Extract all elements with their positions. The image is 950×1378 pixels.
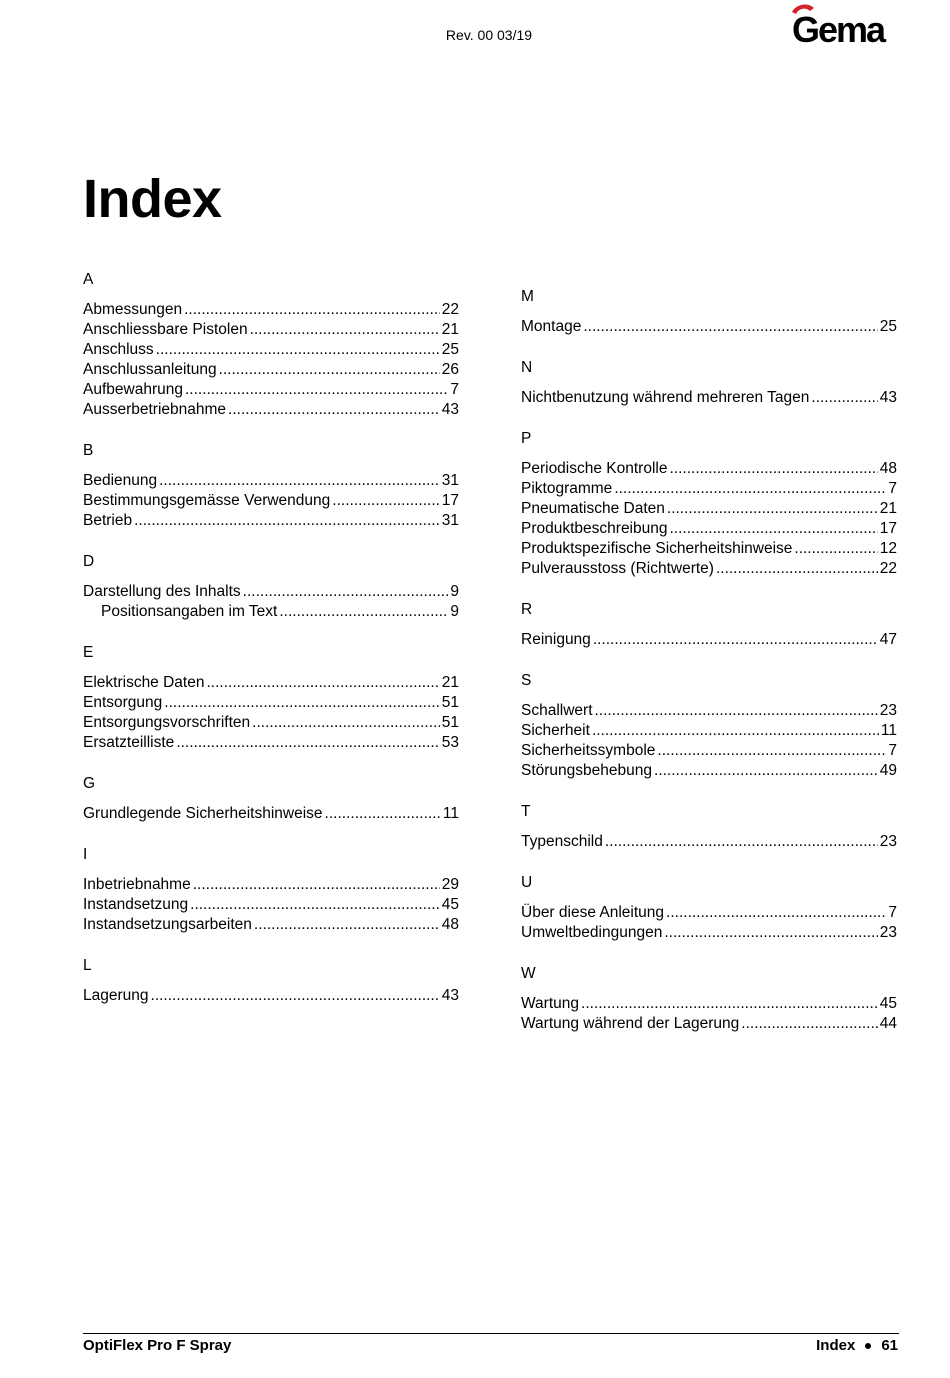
index-entry [521,539,897,559]
index-column-left [83,270,459,1027]
entry-term: Anschliessbare Pistolen [83,321,248,338]
dot-leader [134,511,440,531]
entry-page-number: 17 [879,520,897,537]
entry-list [521,630,897,650]
entry-page-number: 31 [441,512,459,529]
index-section-n [521,358,897,408]
dot-leader [664,923,877,943]
entry-page-number: 23 [879,924,897,941]
dot-leader [159,471,440,491]
index-section-w [521,964,897,1034]
footer-page-info [816,1337,898,1354]
section-letter: D [83,553,95,570]
index-entry [521,761,897,781]
entry-term: Entsorgung [83,694,163,711]
dot-leader [228,400,440,420]
entry-page-number: 45 [879,995,897,1012]
dot-leader [193,875,440,895]
entry-term: Wartung während der Lagerung [521,1015,740,1032]
index-section-u [521,873,897,943]
section-letter: T [521,803,531,820]
entry-page-number: 7 [888,904,897,921]
dot-leader [581,994,878,1014]
index-entry [83,915,459,935]
entry-page-number: 21 [441,321,459,338]
index-section-e [83,643,459,753]
entry-list [83,471,459,531]
entry-page-number: 9 [450,583,459,600]
dot-leader [243,582,449,602]
entry-list [521,701,897,781]
entry-page-number: 22 [441,301,459,318]
entry-term: Anschlussanleitung [83,361,217,378]
entry-page-number: 7 [888,480,897,497]
entry-page-number: 17 [441,492,459,509]
index-entry [521,479,897,499]
dot-leader [583,317,877,337]
index-section-m [521,287,897,337]
index-entry [83,804,459,824]
index-section-s [521,671,897,781]
dot-leader [811,388,877,408]
dot-leader [667,499,878,519]
entry-term: Instandsetzung [83,896,189,913]
index-entry [521,923,897,943]
entry-list [83,673,459,753]
dot-leader [190,895,440,915]
index-entry [521,721,897,741]
entry-term: Ersatzteilliste [83,734,175,751]
entry-term: Instandsetzungsarbeiten [83,916,252,933]
entry-page-number: 22 [879,560,897,577]
index-entry [83,511,459,531]
entry-page-number: 48 [879,460,897,477]
index-entry [83,693,459,713]
bullet-separator [865,1343,871,1349]
entry-page-number: 48 [441,916,459,933]
index-entry [83,875,459,895]
section-letter: B [83,442,94,459]
entry-term: Reinigung [521,631,591,648]
dot-leader [593,630,878,650]
index-entry [83,380,459,400]
index-entry [521,559,897,579]
entry-page-number: 9 [450,603,459,620]
dot-leader [176,733,439,753]
entry-term: Betrieb [83,512,133,529]
entry-term: Bedienung [83,472,158,489]
entry-page-number: 51 [441,714,459,731]
entry-term: Wartung [521,995,580,1012]
entry-page-number: 25 [441,341,459,358]
dot-leader [156,340,440,360]
dot-leader [794,539,877,559]
index-entry [521,1014,897,1034]
entry-term: Piktogramme [521,480,613,497]
dot-leader [279,602,448,622]
dot-leader [666,903,886,923]
index-entry [83,895,459,915]
entry-term: Produktbeschreibung [521,520,668,537]
entry-list [521,317,897,337]
svg-text:Gema: Gema [792,9,885,46]
entry-list [521,459,897,579]
entry-term: Entsorgungsvorschriften [83,714,251,731]
index-section-i [83,845,459,935]
index-section-t [521,802,897,852]
entry-page-number: 25 [879,318,897,335]
entry-page-number: 11 [880,722,897,739]
entry-term: Bestimmungsgemässe Verwendung [83,492,331,509]
entry-term: Schallwert [521,702,593,719]
section-letter: U [521,874,533,891]
section-letter: W [521,965,536,982]
section-letter: E [83,644,94,661]
entry-page-number: 21 [879,500,897,517]
dot-leader [206,673,439,693]
index-section-a [83,270,459,420]
dot-leader [741,1014,877,1034]
dot-leader [184,300,440,320]
index-entry [521,519,897,539]
dot-leader [250,320,440,340]
index-entry [521,388,897,408]
entry-list [521,832,897,852]
dot-leader [669,459,877,479]
entry-list [83,986,459,1006]
gema-logo-graphic [784,2,904,46]
entry-page-number: 29 [441,876,459,893]
index-section-r [521,600,897,650]
entry-page-number: 12 [879,540,897,557]
section-letter: M [521,288,534,305]
entry-term: Produktspezifische Sicherheitshinweise [521,540,793,557]
dot-leader [605,832,878,852]
entry-page-number: 49 [879,762,897,779]
dot-leader [657,741,886,761]
entry-list [83,300,459,420]
index-entry [521,903,897,923]
dot-leader [670,519,878,539]
index-entry [521,630,897,650]
index-entry [521,832,897,852]
section-letter: L [83,957,92,974]
entry-page-number: 43 [441,401,459,418]
index-section-b [83,441,459,531]
index-entry [521,701,897,721]
index-subentry [83,602,459,622]
index-entry [83,400,459,420]
entry-page-number: 43 [441,987,459,1004]
entry-term: Sicherheit [521,722,590,739]
entry-term: Ausserbetriebnahme [83,401,227,418]
dot-leader [252,713,440,733]
index-section-g [83,774,459,824]
entry-term: Pneumatische Daten [521,500,665,517]
entry-term: Abmessungen [83,301,183,318]
entry-page-number: 21 [441,674,459,691]
entry-page-number: 47 [879,631,897,648]
index-entry [83,986,459,1006]
entry-term: Darstellung des Inhalts [83,583,241,600]
index-entry [83,491,459,511]
entry-list [521,994,897,1034]
dot-leader [654,761,878,781]
index-section-d [83,552,459,622]
dot-leader [325,804,441,824]
index-entry [83,340,459,360]
dot-leader [595,701,878,721]
entry-term: Anschluss [83,341,154,358]
entry-page-number: 11 [442,805,459,822]
index-entry [83,713,459,733]
entry-page-number: 44 [879,1015,897,1032]
index-section-p [521,429,897,579]
index-entry [83,320,459,340]
section-letter: R [521,601,533,618]
entry-page-number: 43 [879,389,897,406]
entry-term: Inbetriebnahme [83,876,191,893]
dot-leader [614,479,886,499]
entry-term: Sicherheitssymbole [521,742,656,759]
index-entry [83,582,459,602]
page-title: Index [83,169,222,229]
entry-list [521,388,897,408]
section-letter: A [83,271,94,288]
entry-term: Über diese Anleitung [521,904,665,921]
entry-term: Periodische Kontrolle [521,460,668,477]
dot-leader [219,360,440,380]
dot-leader [254,915,440,935]
entry-list [83,875,459,935]
entry-term: Umweltbedingungen [521,924,663,941]
index-entry [521,499,897,519]
section-letter: N [521,359,533,376]
index-entry [521,317,897,337]
entry-page-number: 53 [441,734,459,751]
index-entry [521,994,897,1014]
section-letter: G [83,775,96,792]
footer-section-name: Index [816,1337,856,1354]
section-letter: I [83,846,88,863]
index-entry [521,741,897,761]
entry-page-number: 23 [879,702,897,719]
entry-list [521,903,897,943]
entry-page-number: 45 [441,896,459,913]
dot-leader [592,721,879,741]
entry-page-number: 31 [441,472,459,489]
footer-rule [83,1333,899,1334]
index-entry [83,471,459,491]
entry-list [83,804,459,824]
index-entry [83,360,459,380]
dot-leader [185,380,448,400]
entry-term: Montage [521,318,582,335]
index-section-l [83,956,459,1006]
dot-leader [716,559,878,579]
dot-leader [332,491,439,511]
entry-term: Pulverausstoss (Richtwerte) [521,560,714,577]
index-column-right [521,287,897,1055]
index-entry [83,300,459,320]
index-entry [83,733,459,753]
entry-term: Nichtbenutzung während mehreren Tagen [521,389,810,406]
entry-page-number: 51 [441,694,459,711]
entry-term: Positionsangaben im Text [101,603,278,620]
section-letter: P [521,430,532,447]
entry-term: Elektrische Daten [83,674,205,691]
dot-leader [151,986,440,1006]
entry-page-number: 26 [441,361,459,378]
entry-term: Lagerung [83,987,149,1004]
entry-page-number: 23 [879,833,897,850]
entry-page-number: 7 [450,381,459,398]
index-entry [83,673,459,693]
entry-term: Störungsbehebung [521,762,653,779]
footer-product-name: OptiFlex Pro F Spray [83,1337,232,1354]
entry-page-number: 7 [888,742,897,759]
entry-term: Typenschild [521,833,603,850]
footer-page-number: 61 [881,1337,898,1354]
entry-term: Grundlegende Sicherheitshinweise [83,805,323,822]
dot-leader [164,693,439,713]
gema-logo [784,2,904,46]
entry-list [83,582,459,622]
entry-term: Aufbewahrung [83,381,183,398]
section-letter: S [521,672,532,689]
revision-label: Rev. 00 03/19 [445,27,533,43]
index-entry [521,459,897,479]
